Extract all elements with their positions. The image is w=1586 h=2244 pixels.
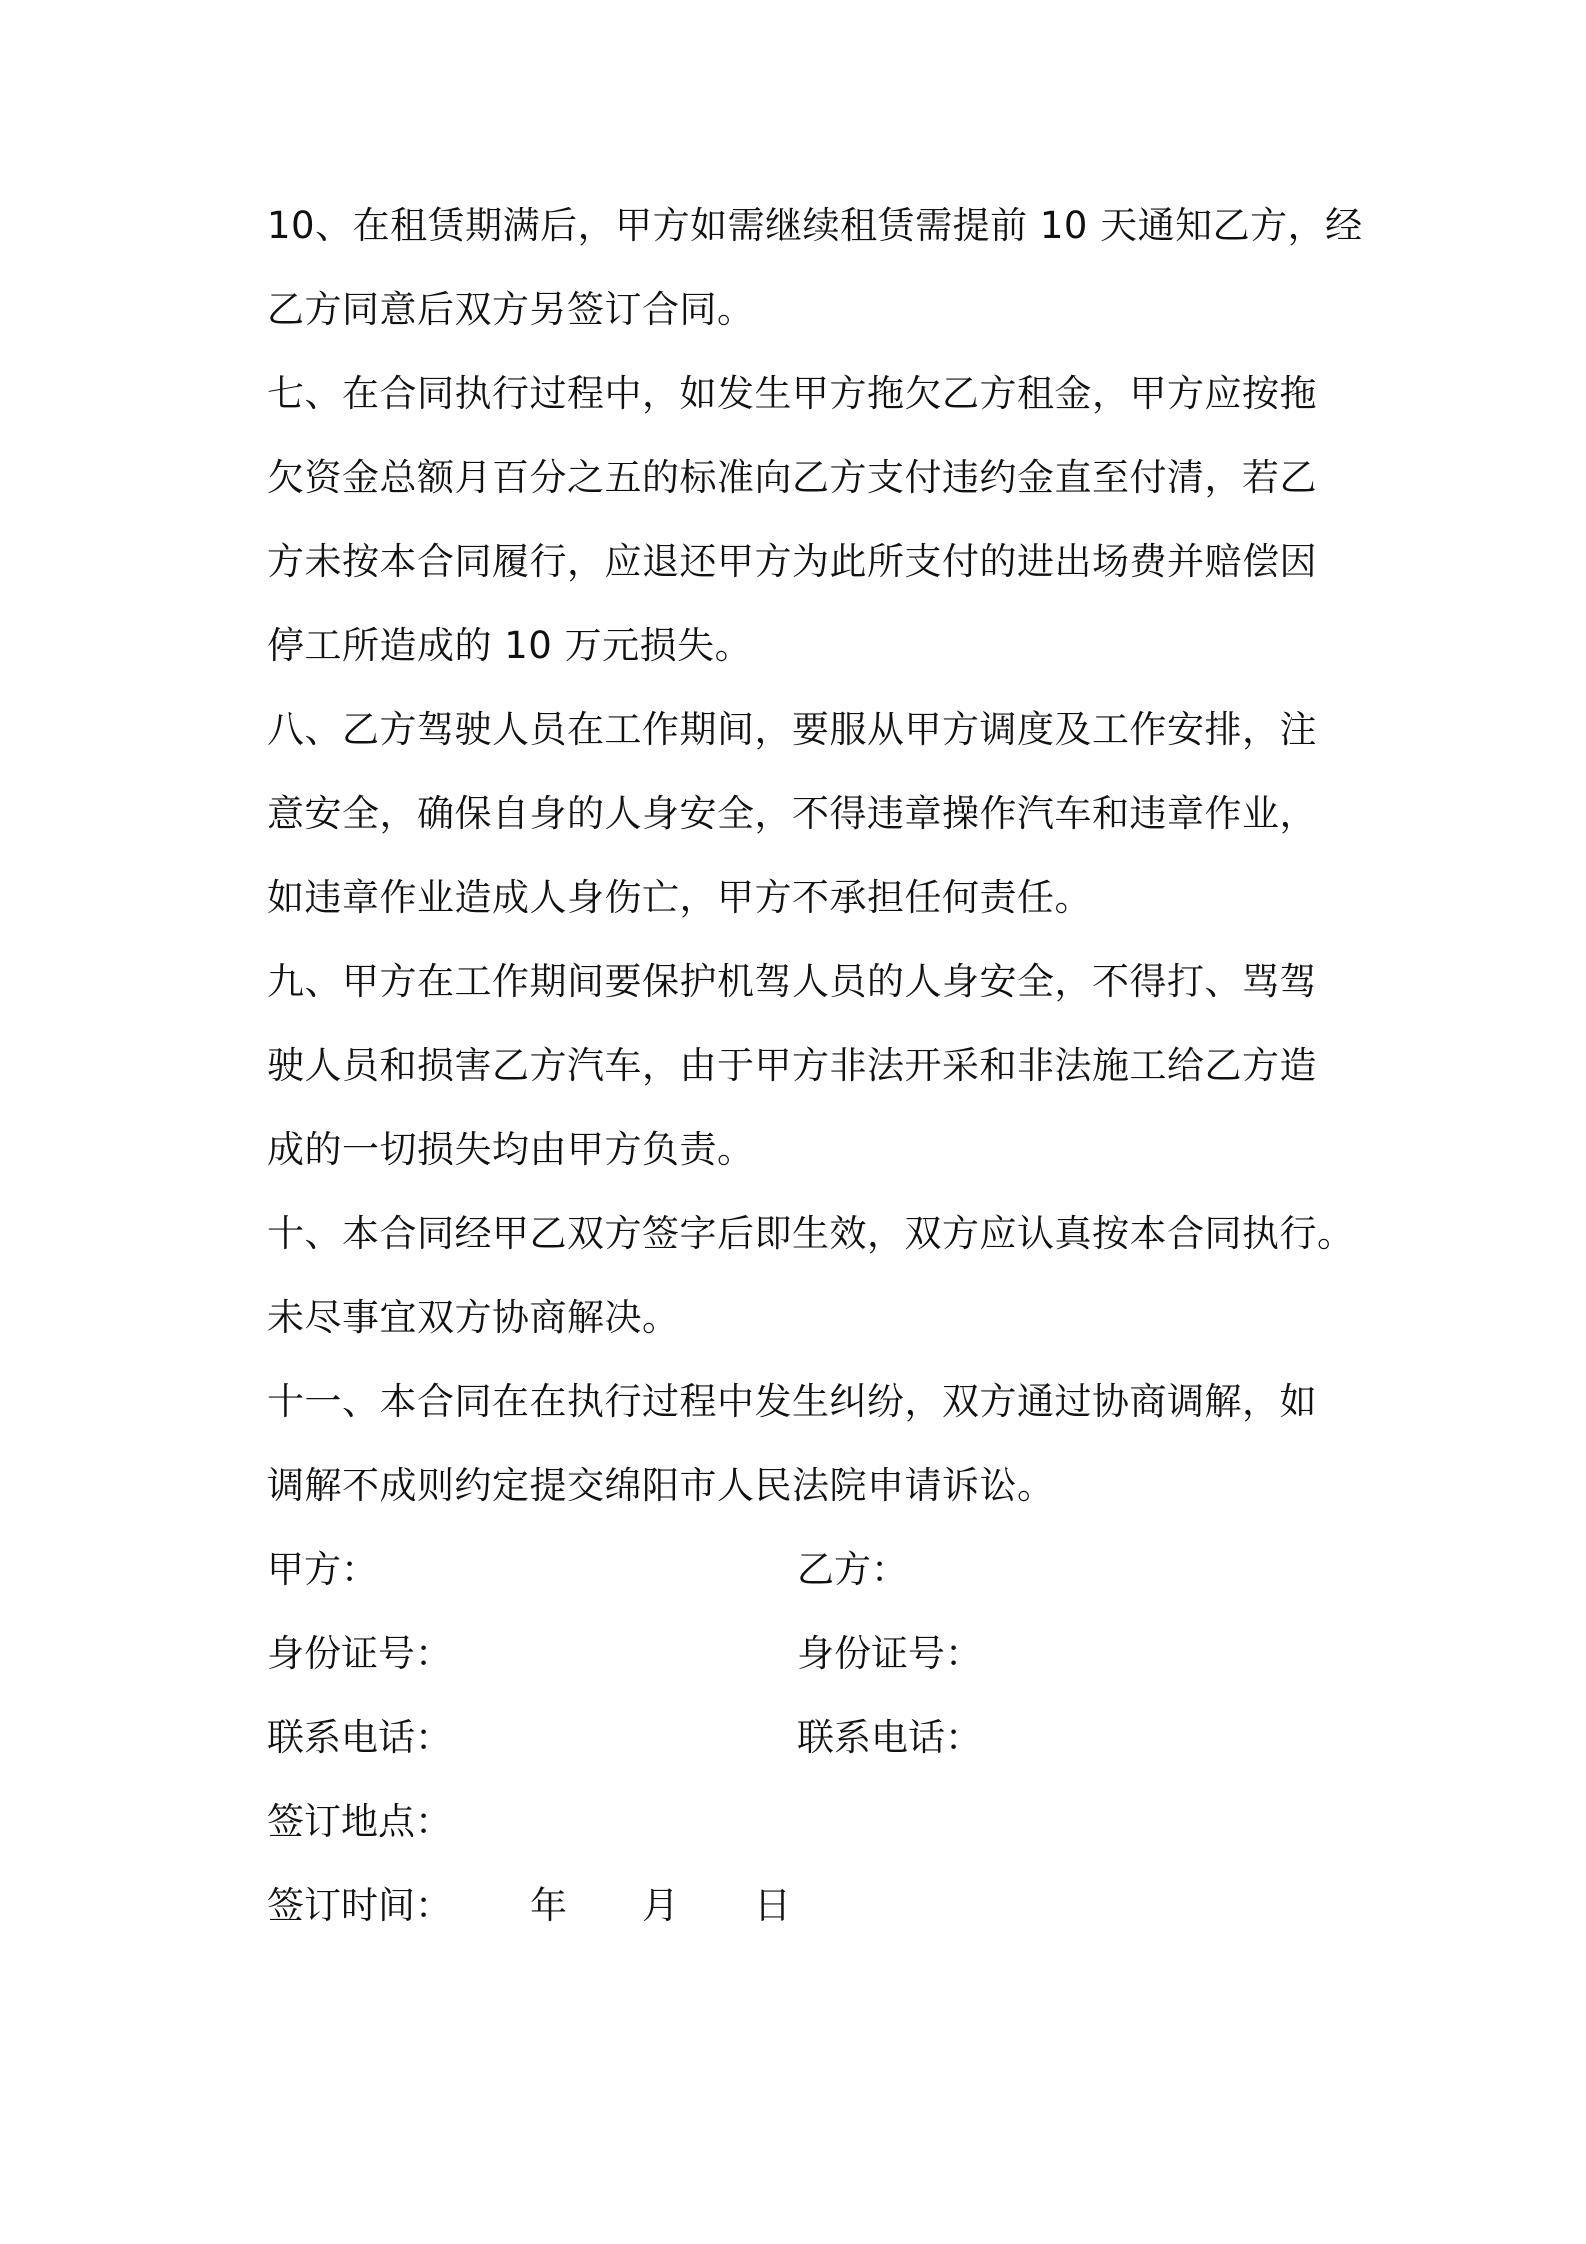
party-a-label: 甲方： xyxy=(267,1548,378,1591)
signing-time-label: 签订时间： xyxy=(267,1884,452,1927)
date-year-label: 年 xyxy=(530,1884,567,1927)
clause-10-line-2: 乙方同意后双方另签订合同。 xyxy=(267,288,755,331)
clause-ten-line-1: 十、本合同经甲乙双方签字后即生效，双方应认真按本合同执行。 xyxy=(267,1212,1355,1255)
clause-7-line-3: 方未按本合同履行，应退还甲方为此所支付的进出场费并赔偿因 xyxy=(267,540,1317,583)
party-a-id-label: 身份证号： xyxy=(267,1632,452,1675)
party-b-phone-label: 联系电话： xyxy=(797,1716,982,1759)
clause-9-line-3: 成的一切损失均由甲方负责。 xyxy=(267,1128,755,1171)
clause-8-line-3: 如违章作业造成人身伤亡，甲方不承担任何责任。 xyxy=(267,876,1092,919)
clause-11-line-1: 十一、本合同在在执行过程中发生纠纷，双方通过协商调解，如 xyxy=(267,1380,1317,1423)
clause-7-line-2: 欠资金总额月百分之五的标准向乙方支付违约金直至付清，若乙 xyxy=(267,456,1317,499)
date-month-label: 月 xyxy=(642,1884,679,1927)
party-b-label: 乙方： xyxy=(797,1548,908,1591)
clause-8-line-1: 八、乙方驾驶人员在工作期间，要服从甲方调度及工作安排，注 xyxy=(267,708,1317,751)
clause-9-line-2: 驶人员和损害乙方汽车，由于甲方非法开采和非法施工给乙方造 xyxy=(267,1044,1317,1087)
party-a-phone-label: 联系电话： xyxy=(267,1716,452,1759)
clause-7-line-4: 停工所造成的 10 万元损失。 xyxy=(267,624,753,667)
clause-8-line-2: 意安全，确保自身的人身安全，不得违章操作汽车和违章作业， xyxy=(267,792,1317,835)
clause-10-line-1: 10、在租赁期满后，甲方如需继续租赁需提前 10 天通知乙方，经 xyxy=(267,204,1363,247)
party-b-id-label: 身份证号： xyxy=(797,1632,982,1675)
clause-11-line-2: 调解不成则约定提交绵阳市人民法院申请诉讼。 xyxy=(267,1464,1055,1507)
date-day-label: 日 xyxy=(754,1884,791,1927)
clause-ten-line-2: 未尽事宜双方协商解决。 xyxy=(267,1296,680,1339)
clause-9-line-1: 九、甲方在工作期间要保护机驾人员的人身安全，不得打、骂驾 xyxy=(267,960,1317,1003)
signing-place-label: 签订地点： xyxy=(267,1800,452,1843)
clause-7-line-1: 七、在合同执行过程中，如发生甲方拖欠乙方租金，甲方应按拖 xyxy=(267,372,1317,415)
